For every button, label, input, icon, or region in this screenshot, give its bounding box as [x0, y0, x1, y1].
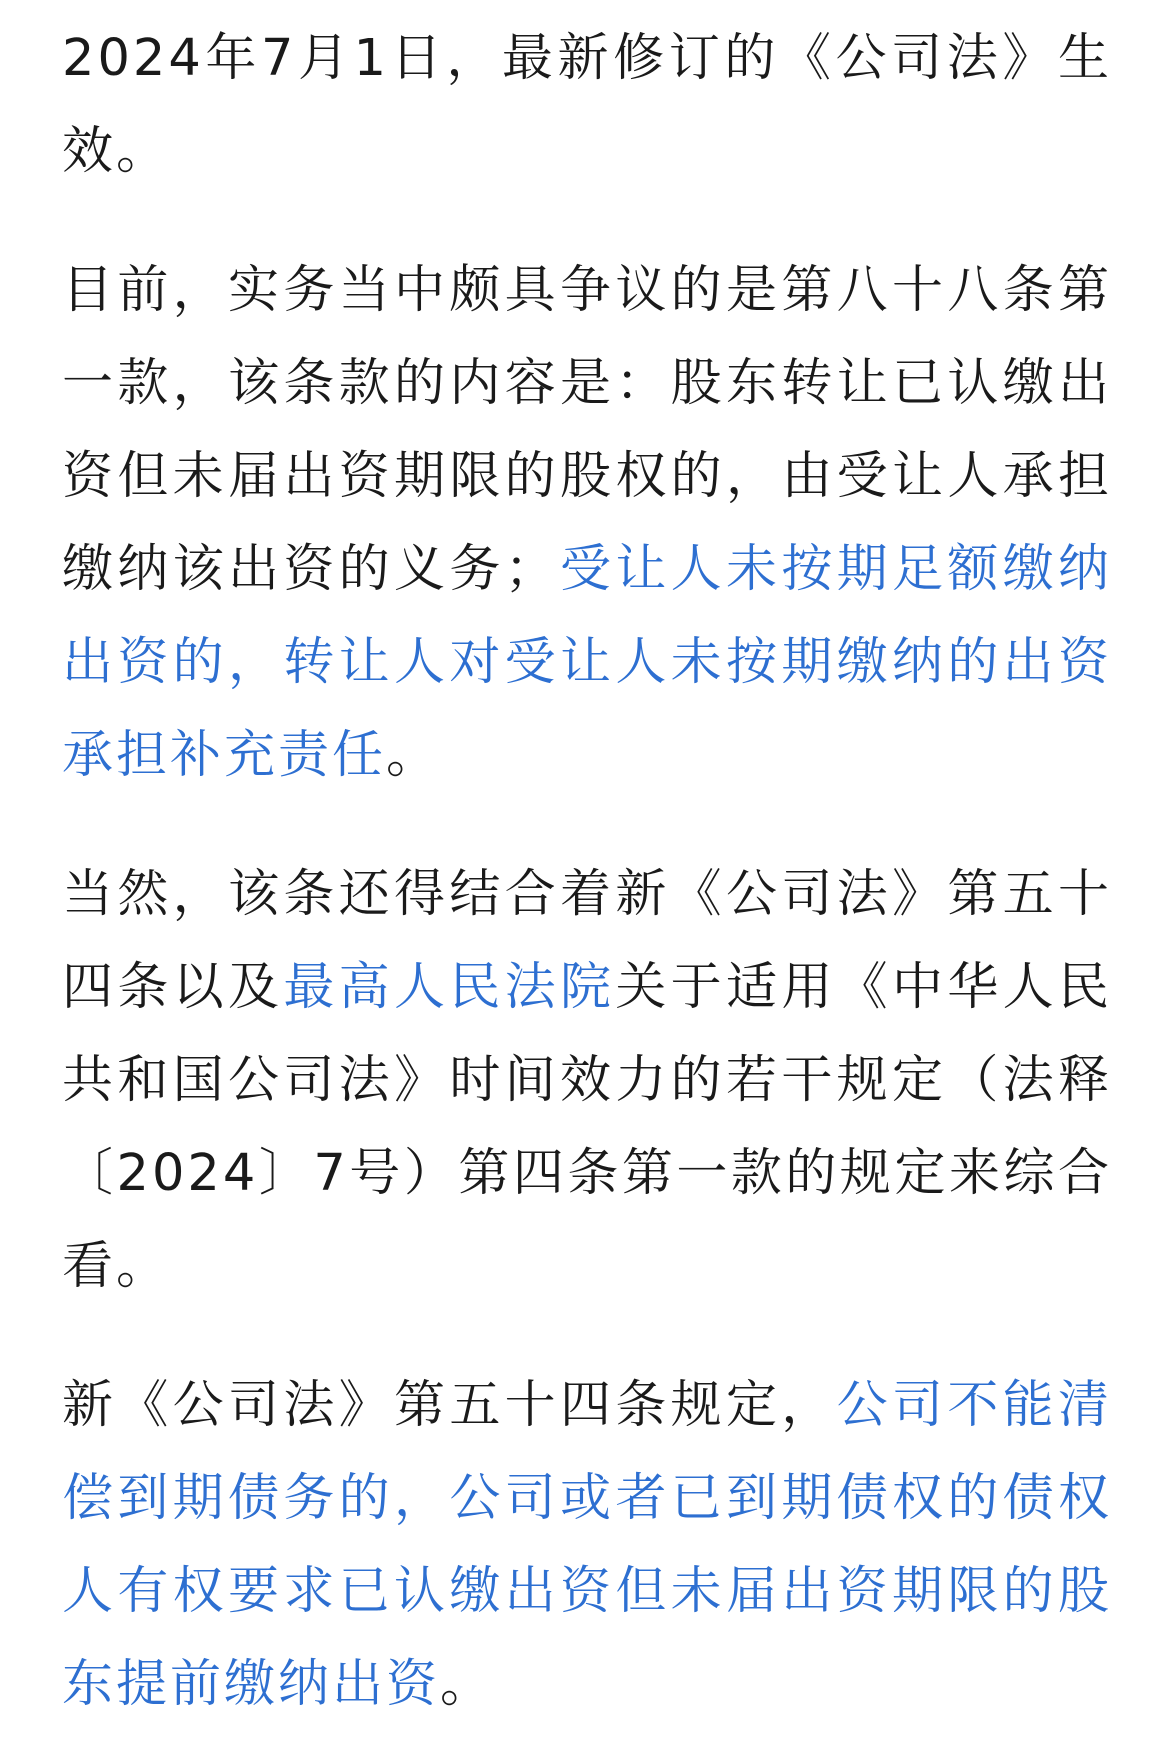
paragraph-text: 新《公司法》第五十四条规定， [62, 1376, 837, 1435]
paragraph-combined-reading [62, 848, 1112, 1313]
paragraph-article-88 [62, 244, 1112, 802]
paragraph-text: 目前，实务当中颇具争议的是第八十八条第一款，该条款的内容是：股东转让已认缴出资但未届出资期限的股权的，由受让人承担缴纳该出资的义务； [62, 261, 1112, 599]
paragraph-article-54 [62, 1359, 1112, 1731]
paragraph-text: 。 [440, 1655, 495, 1714]
paragraph-text: 当然，该条还得结合着新《公司法》第五十四条以及 [62, 865, 1112, 1017]
paragraph-text: 关于适用《中华人民共和国公司法》时间效力的若干规定（法释〔2024〕7号）第四条第一款的规定来综合看。 [62, 958, 1112, 1296]
paragraph-text: 2024年7月1日，最新修订的《公司法》生效。 [62, 29, 1112, 181]
highlighted-clause: 公司不能清偿到期债务的，公司或者已到期债权的债权人有权要求已认缴出资但未届出资期限的股东提前缴纳出资 [62, 1376, 1112, 1714]
supreme-court-link[interactable]: 最高人民法院 [283, 958, 616, 1017]
highlighted-clause: 受让人未按期足额缴纳出资的，转让人对受让人未按期缴纳的出资承担补充责任 [62, 540, 1112, 785]
article-body [62, 12, 1112, 1731]
paragraph-text: 。 [386, 726, 441, 785]
paragraph-effective-date [62, 12, 1112, 198]
